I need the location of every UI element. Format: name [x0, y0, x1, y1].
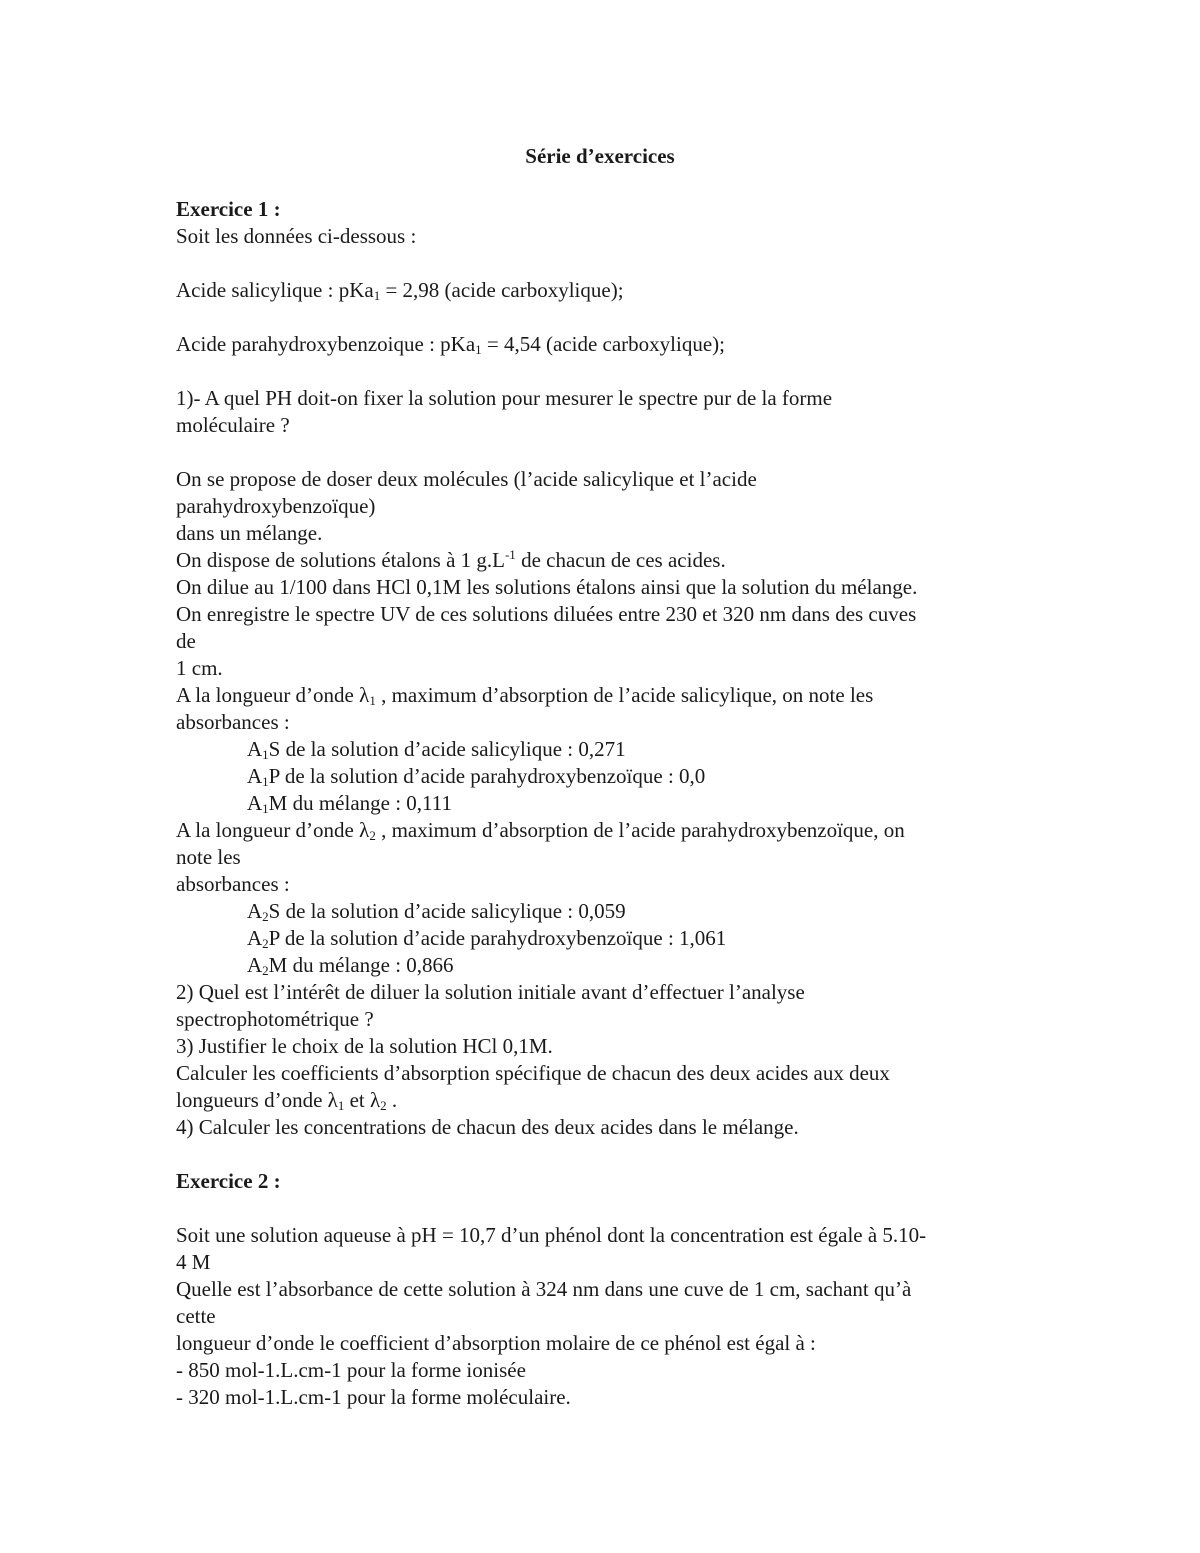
ex1-paragraph-line: On dilue au 1/100 dans HCl 0,1M les solutions étalons ainsi que la solution du mélange. [176, 575, 918, 599]
ex1-question-2-line-1: 2) Quel est l’intérêt de diluer la solution initiale avant d’effectuer l’analyse [176, 980, 805, 1004]
ex2-line: - 320 mol-1.L.cm-1 pour la forme moléculaire. [176, 1385, 571, 1409]
blank-line [176, 304, 1026, 331]
ex1-absorbances-label: absorbances : [176, 872, 290, 896]
ex1-a1m-value: $A_1M$ du mélange : 0,111 [247, 791, 453, 816]
ex1-a1p-value: $A_1P$ de la solution d’acide parahydroxybenzoïque : 0,0 [247, 764, 706, 789]
ex1-paragraph-line: parahydroxybenzoïque) [176, 494, 376, 518]
ex1-paragraph-line: dans un mélange. [176, 521, 323, 545]
ex1-paragraph-line: On enregistre le spectre UV de ces solutions diluées entre 230 et 320 nm dans des cuves [176, 602, 917, 626]
ex1-question-3: 3) Justifier le choix de la solution HCl 0,1M. [176, 1034, 553, 1058]
ex1-calc-line-1: Calculer les coefficients d’absorption spécifique de chacun des deux acides aux deux [176, 1061, 890, 1085]
exercise-2-heading: Exercice 2 : [176, 1169, 281, 1193]
ex1-intro: Soit les données ci-dessous : [176, 224, 417, 248]
ex1-paragraph-line: 1 cm. [176, 656, 223, 680]
ex1-lambda2-line-cont: note les [176, 845, 241, 869]
ex1-absorbances-label: absorbances : [176, 710, 290, 734]
ex1-acid-parahydroxybenzoique: Acide parahydroxybenzoique : pKa$_1$ = 4,54 (acide carboxylique); [176, 332, 725, 357]
document-body [176, 196, 1026, 1411]
ex2-line: - 850 mol-1.L.cm-1 pour la forme ionisée [176, 1358, 526, 1382]
ex1-paragraph-line: On se propose de doser deux molécules (l’acide salicylique et l’acide [176, 467, 757, 491]
ex1-a2m-value: $A_2M$ du mélange : 0,866 [247, 953, 454, 978]
ex2-line: cette [176, 1304, 216, 1328]
ex1-question-1-line-2: moléculaire ? [176, 413, 290, 437]
blank-line [176, 250, 1026, 277]
ex1-a2p-value: $A_2P$ de la solution d’acide parahydroxybenzoïque : 1,061 [247, 926, 727, 951]
ex1-calc-line-2: longueurs d’onde $\lambda_1$ et $\lambda_2$ . [176, 1088, 398, 1113]
ex1-question-2-line-2: spectrophotométrique ? [176, 1007, 374, 1031]
ex1-acid-salicylique: Acide salicylique : pKa$_1$ = 2,98 (acide carboxylique); [176, 278, 624, 303]
ex2-line: 4 M [176, 1250, 211, 1274]
ex2-line: longueur d’onde le coefficient d’absorption molaire de ce phénol est égal à : [176, 1331, 816, 1355]
blank-line [176, 1195, 1026, 1222]
ex1-paragraph-line: On dispose de solutions étalons à 1 $g.L^{-1}$ de chacun de ces acides. [176, 547, 726, 572]
ex2-line: Quelle est l’absorbance de cette solution à 324 nm dans une cuve de 1 cm, sachant qu’à [176, 1277, 912, 1301]
ex1-question-4: 4) Calculer les concentrations de chacun des deux acides dans le mélange. [176, 1115, 799, 1139]
ex1-paragraph-line: de [176, 629, 196, 653]
blank-line [176, 358, 1026, 385]
ex1-lambda1-line: A la longueur d’onde $\lambda_1$ , maximum d’absorption de l’acide salicylique, on note les [176, 683, 874, 708]
ex2-line: Soit une solution aqueuse à pH = 10,7 d’un phénol dont la concentration est égale à 5.10- [176, 1223, 927, 1247]
ex1-lambda2-line: A la longueur d’onde $\lambda_2$ , maximum d’absorption de l’acide parahydroxybenzoïque, on [176, 818, 905, 843]
ex1-question-1-line-1: 1)- A quel PH doit-on fixer la solution pour mesurer le spectre pur de la forme [176, 386, 833, 410]
blank-line [176, 1141, 1026, 1168]
blank-line [176, 439, 1026, 466]
page-title: Série d’exercices [525, 144, 675, 168]
ex1-a1s-value: $A_1S$ de la solution d’acide salicylique : 0,271 [247, 737, 626, 762]
ex1-a2s-value: $A_2S$ de la solution d’acide salicylique : 0,059 [247, 899, 626, 924]
exercise-1-heading: Exercice 1 : [176, 197, 281, 221]
